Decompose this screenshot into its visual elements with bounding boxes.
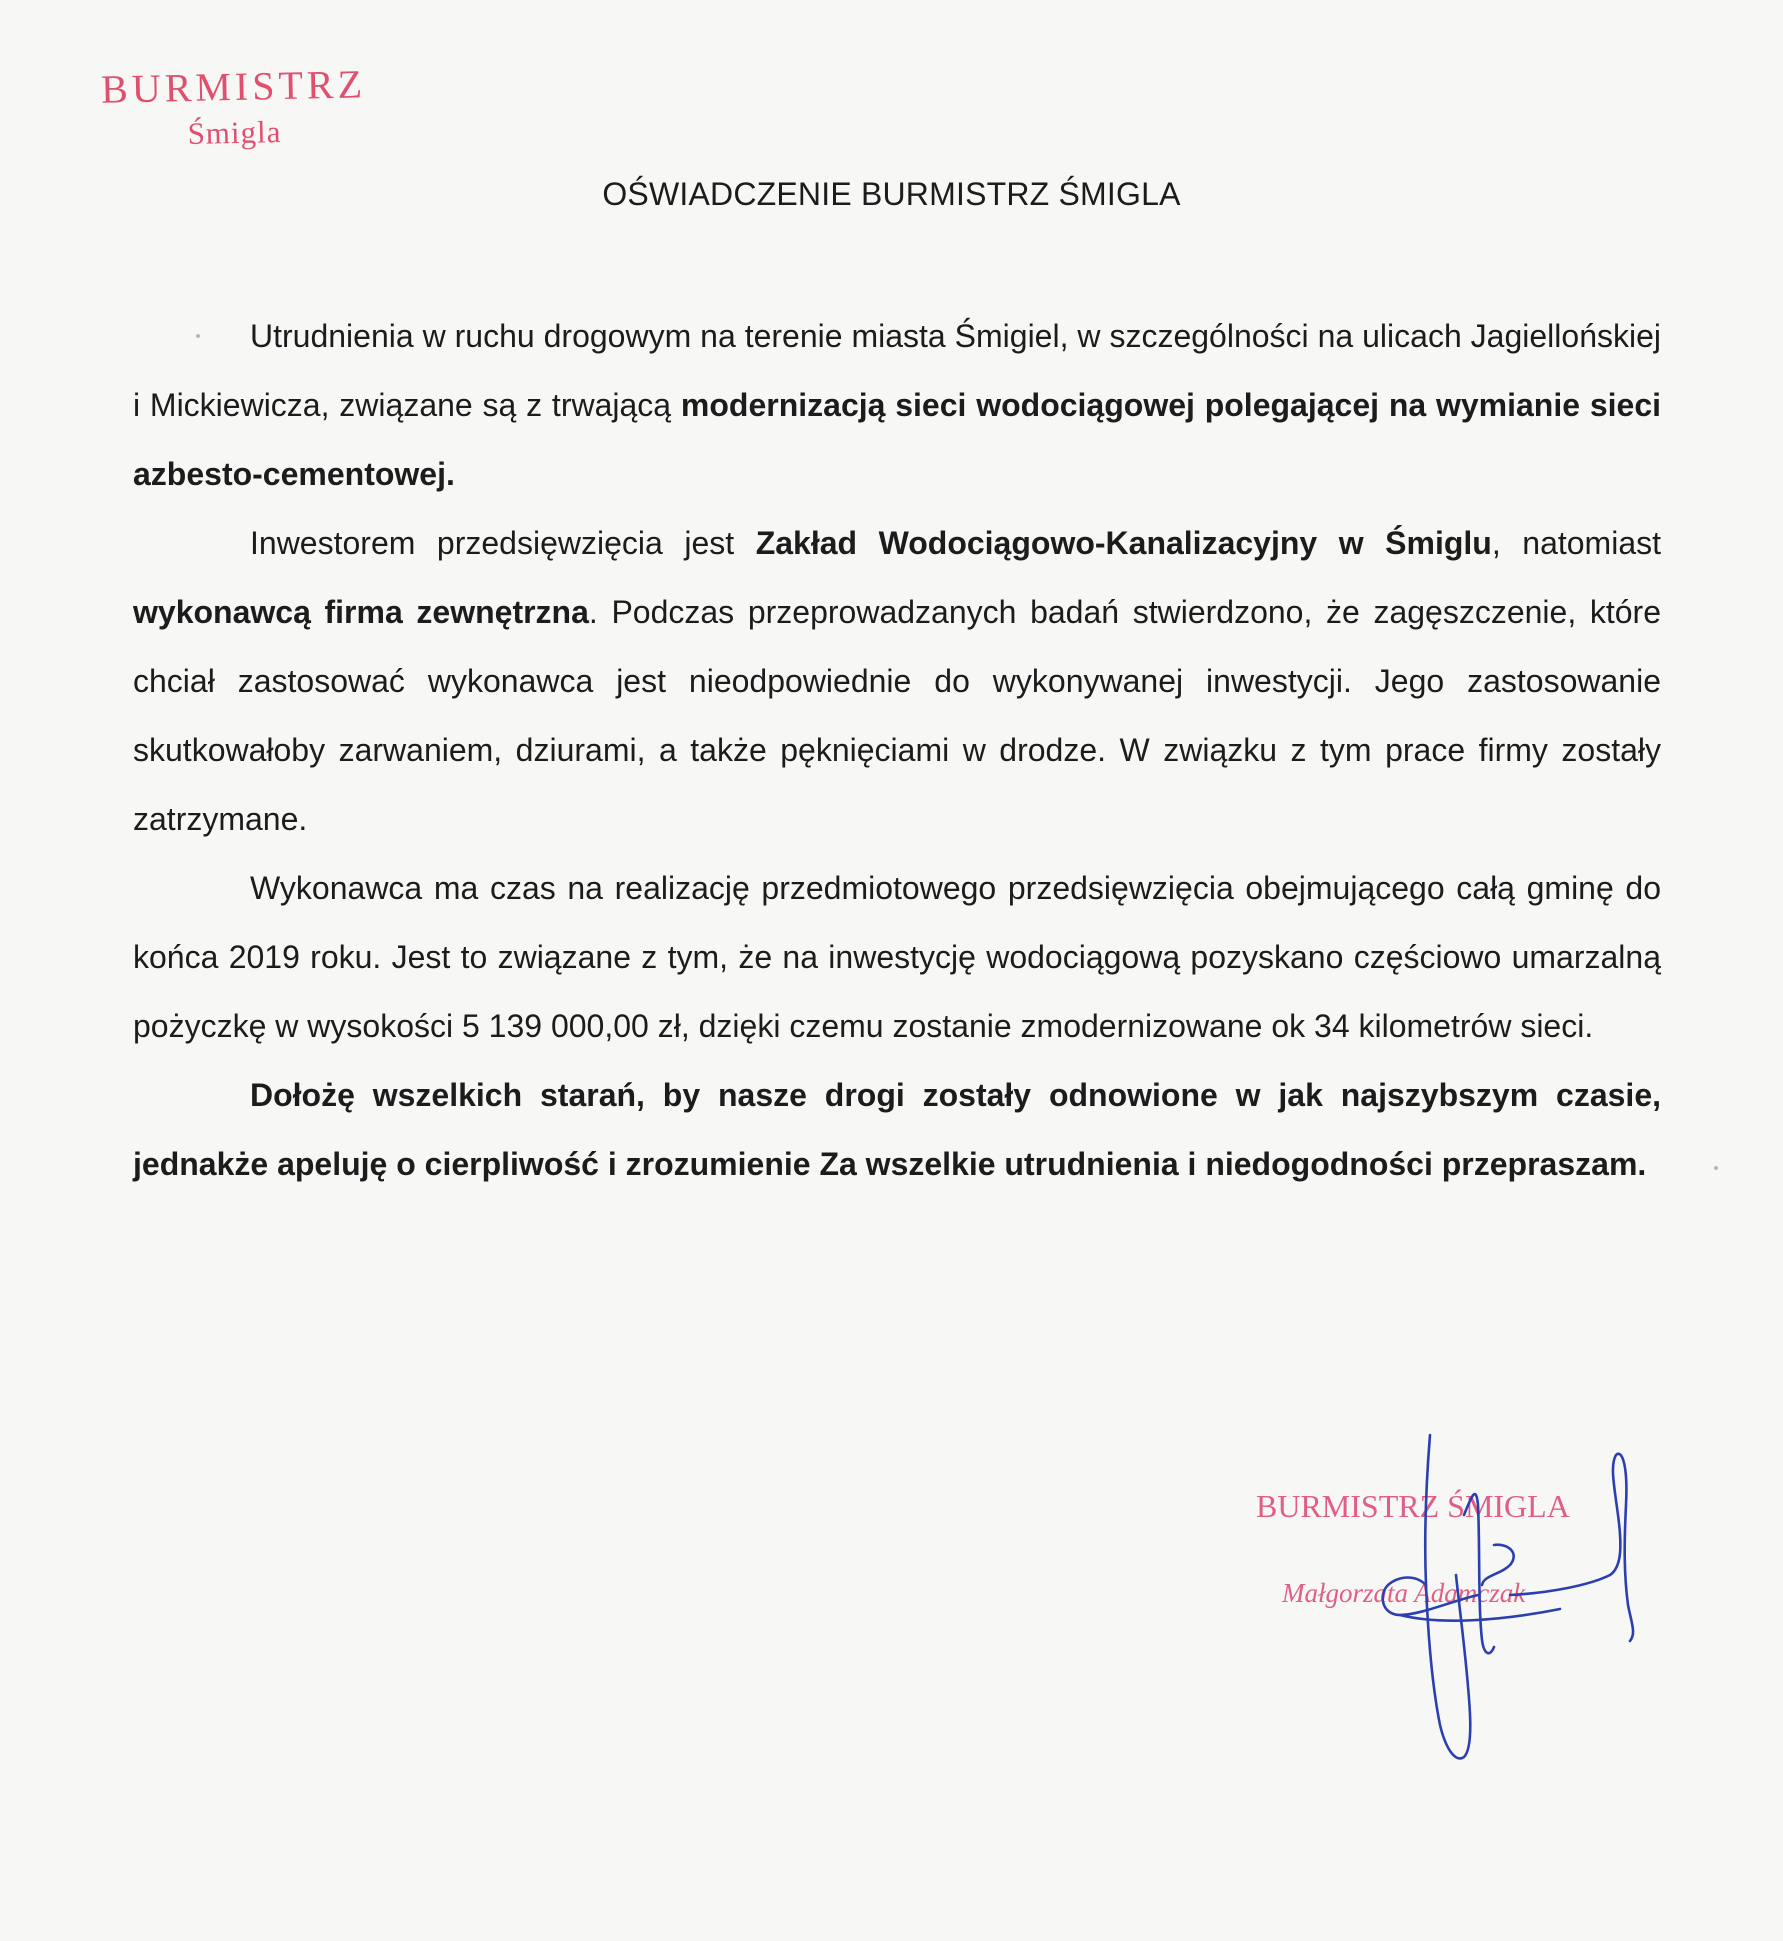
bold-text: modernizacją sieci wodociągowej polegającej na wymianie sieci azbesto-cementowej. <box>133 387 1662 492</box>
paragraph <box>133 1061 1661 1199</box>
text-run: Wykonawca ma czas na realizację przedmiotowego przedsięwzięcia obejmującego całą gminę do końca 2019 roku. Jest to związane z tym, że na inwestycję wodociągową pozyskano częściowo umarzalną pożyczkę w wysokości 5 139 000,00 zł, dzięki czemu zostanie zmodernizowane ok 34 kilometrów sieci. <box>133 870 1661 1044</box>
bold-text: wykonawcą firma zewnętrzna <box>133 594 589 630</box>
paper-speck <box>196 334 200 338</box>
header-stamp-line1: BURMISTRZ <box>100 61 367 112</box>
paragraph <box>133 854 1661 1061</box>
document-title: OŚWIADCZENIE BURMISTRZ ŚMIGLA <box>602 176 1181 212</box>
signature-stamp-person: Małgorzata Adamczak <box>1282 1578 1526 1608</box>
text-run: Utrudnienia w ruchu drogowym na terenie miasta Śmigiel, w szczególności na ulicach Jagiellońskiej i Mickiewicza, związane są z trwającą <box>133 318 1661 423</box>
bold-text: Zakład Wodociągowo-Kanalizacyjny w Śmiglu <box>755 525 1492 561</box>
text-run: . Podczas przeprowadzanych badań stwierdzono, że zagęszczenie, które chciał zastosować wykonawca jest nieodpowiednie do wykonywanej inwestycji. Jego zastosowanie skutkowałoby zarwaniem, dziurami, a także pęknięciami w drodze. W związku z tym prace firmy zostały zatrzymane. <box>133 594 1662 837</box>
paragraph <box>133 509 1661 854</box>
header-stamp <box>53 60 415 156</box>
bold-text: Dołożę wszelkich starań, by nasze drogi zostały odnowione w jak najszybszym czasie, jednakże apeluję o cierpliwość i zrozumienie Za wszelkie utrudnienia i niedogodności przepraszam. <box>133 1077 1661 1182</box>
paper-speck <box>1714 1166 1718 1170</box>
handwritten-signature <box>1360 1425 1640 1770</box>
text-run: Inwestorem przedsięwzięcia jest <box>250 525 756 561</box>
paragraph <box>133 302 1661 509</box>
text-run: , natomiast <box>1491 525 1662 561</box>
document-body <box>133 302 1661 1199</box>
header-stamp-line2: Śmigla <box>187 114 282 151</box>
signature-stamp-office: BURMISTRZ ŚMIGLA <box>1256 1488 1570 1524</box>
